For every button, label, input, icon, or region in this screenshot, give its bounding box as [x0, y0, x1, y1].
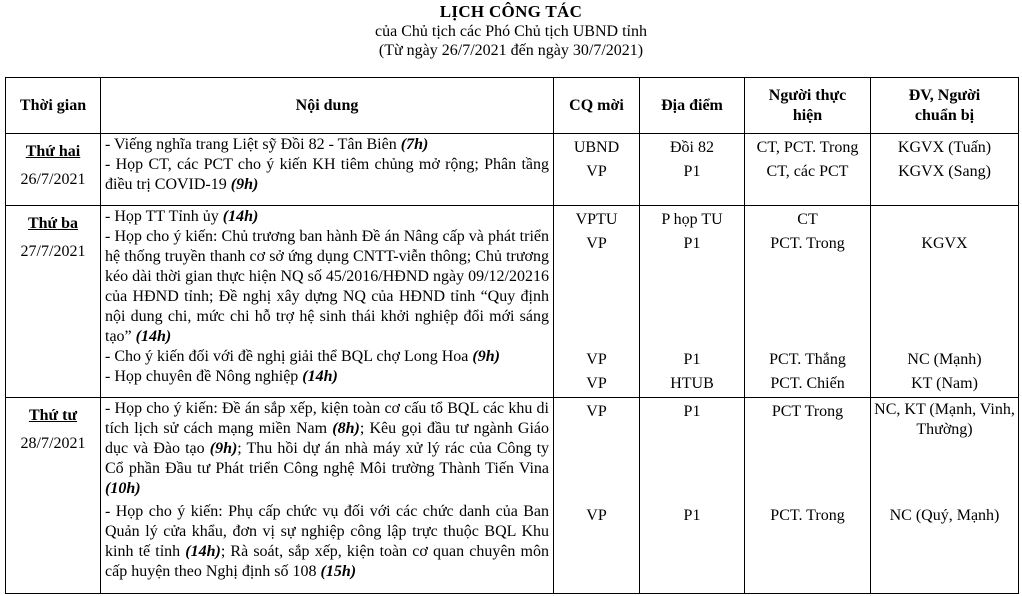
col-header-performer-line2: hiện: [792, 106, 823, 124]
prep-cell: [871, 134, 1019, 206]
agenda-text: - Họp TT Tỉnh ủy: [105, 208, 223, 225]
content-cell: [101, 206, 554, 398]
schedule-table: [5, 77, 1019, 594]
day-date: 28/7/2021: [20, 435, 86, 452]
agenda-item: [105, 399, 549, 499]
agenda-text: - Họp cho ý kiến: Chủ trương ban hành Đề án Nâng cấp và phát triển hệ thống truyền thanh cơ sở ứng dụng CNTT-viễn thông; Chủ trương kéo dài thời gian thực hiện NQ số 45/2016/HĐND ngày 09/12/20216 của HĐND tỉnh; Đề nghị xây dựng NQ của HĐND tỉnh “Quy định nội dung chi, mức chi hỗ trợ hệ sinh thái khởi nghiệp đổi mới sáng tạo”: [105, 228, 549, 345]
prep-value: KGVX: [921, 235, 968, 252]
performer-value: PCT. Thắng: [769, 351, 846, 368]
place-value: P1: [683, 351, 701, 368]
table-row: [6, 398, 1019, 594]
spacer: [871, 460, 1018, 504]
prep-value: KT (Nam): [911, 375, 978, 392]
spacer: [745, 424, 870, 504]
col-header-time: Thời gian: [6, 78, 101, 134]
document-title: LỊCH CÔNG TÁC: [439, 2, 583, 21]
performer-value: PCT Trong: [771, 403, 844, 420]
col-header-prep-line1: ĐV, Người: [908, 86, 981, 104]
place-value: HTUB: [670, 375, 714, 392]
spacer: [640, 256, 744, 348]
performer-value: PCT. Chiến: [770, 375, 845, 392]
col-header-prep-line2: chuẩn bị: [914, 106, 975, 124]
document-header: [0, 2, 1022, 60]
agenda-item: [105, 135, 549, 155]
agenda-time: (10h): [105, 480, 141, 497]
place-value: P1: [683, 163, 701, 180]
agenda-text: ; Kêu gọi đầu tư ngành Giáo dục và Đào tạo: [105, 420, 549, 457]
agenda-item: [105, 367, 549, 387]
col-header-content: Nội dung: [101, 78, 554, 134]
place-value: P1: [683, 403, 701, 420]
day-cell: [6, 134, 101, 206]
agenda-time: (9h): [472, 348, 500, 365]
table-row: [6, 206, 1019, 398]
agenda-time: (8h): [332, 420, 360, 437]
agency-cell: [554, 398, 640, 594]
agency-cell: [554, 134, 640, 206]
place-value: P họp TU: [661, 211, 723, 228]
agenda-item: [105, 155, 549, 195]
document-subtitle: của Chủ tịch các Phó Chủ tịch UBND tỉnh: [375, 23, 647, 40]
spacer: [640, 424, 744, 504]
content-cell: [101, 134, 554, 206]
col-header-agency: CQ mời: [554, 78, 640, 134]
col-header-prep: [871, 78, 1019, 134]
prep-cell: [871, 206, 1019, 398]
place-cell: [640, 134, 745, 206]
day-date: 26/7/2021: [20, 171, 86, 188]
prep-value: [871, 208, 1018, 232]
agenda-time: (9h): [230, 176, 259, 193]
agenda-time: (7h): [400, 136, 429, 153]
agency-value: VP: [586, 507, 607, 524]
agency-cell: [554, 206, 640, 398]
prep-value: KGVX (Tuấn): [897, 139, 992, 156]
spacer: [745, 256, 870, 348]
prep-cell: [871, 398, 1019, 594]
content-cell: [101, 398, 554, 594]
performer-value: PCT. Trong: [770, 507, 845, 524]
agenda-text: - Họp cho ý kiến: Đề án sắp xếp, kiện toàn cơ cấu tổ BQL các khu di tích lịch sử cách mạng miền Nam: [105, 400, 549, 437]
performer-cell: [745, 134, 871, 206]
agency-value: VPTU: [575, 211, 618, 228]
performer-cell: [745, 398, 871, 594]
agenda-item: [105, 227, 549, 347]
spacer: [554, 424, 639, 504]
agenda-time: (14h): [185, 543, 221, 560]
col-header-place: Địa điểm: [640, 78, 745, 134]
day-date: 27/7/2021: [20, 243, 86, 260]
prep-value: KGVX (Sang): [898, 163, 991, 180]
col-header-performer-line1: Người thực: [768, 86, 847, 104]
day-cell: [6, 206, 101, 398]
agenda-time: (14h): [222, 208, 259, 225]
col-header-performer: [745, 78, 871, 134]
agenda-text: - Họp CT, các PCT cho ý kiến KH tiêm chủng mở rộng; Phân tầng điều trị COVID-19: [105, 156, 549, 193]
place-cell: [640, 206, 745, 398]
performer-value: CT, các PCT: [766, 163, 849, 180]
performer-value: PCT. Trong: [770, 235, 845, 252]
agency-value: VP: [586, 235, 607, 252]
spacer: [554, 256, 639, 348]
agenda-item: [105, 347, 549, 367]
agenda-text: - Họp chuyên đề Nông nghiệp: [105, 368, 303, 385]
agency-value: VP: [586, 351, 607, 368]
prep-value: NC (Quý, Mạnh): [889, 507, 1000, 524]
prep-value: NC, KT (Mạnh, Vinh, Thường): [874, 401, 1015, 438]
place-value: P1: [683, 507, 701, 524]
day-cell: [6, 398, 101, 594]
performer-value: CT: [797, 211, 818, 228]
agency-value: VP: [586, 163, 607, 180]
agency-value: VP: [586, 375, 607, 392]
agency-value: VP: [586, 403, 607, 420]
document-date-range: (Từ ngày 26/7/2021 đến ngày 30/7/2021): [378, 42, 644, 59]
performer-cell: [745, 206, 871, 398]
place-cell: [640, 398, 745, 594]
agenda-time: (14h): [135, 328, 172, 345]
agenda-item: [105, 207, 549, 227]
agenda-item: [105, 502, 549, 582]
agenda-text: ; Rà soát, sắp xếp, kiện toàn cơ quan chuyên môn cấp huyện theo Nghị định số 108: [105, 543, 549, 580]
agenda-time: (14h): [302, 368, 338, 385]
agenda-time: (15h): [320, 563, 357, 580]
prep-value: NC (Mạnh): [907, 351, 982, 368]
agenda-text: - Viếng nghĩa trang Liệt sỹ Đồi 82 - Tân Biên: [105, 136, 401, 153]
table-row: [6, 134, 1019, 206]
agenda-time: (9h): [209, 440, 238, 457]
spacer: [871, 256, 1018, 348]
agenda-text: - Họp cho ý kiến: Phụ cấp chức vụ đối với các chức danh của Ban Quản lý cửa khẩu, đơn vị sự nghiệp công lập trực thuộc BQL Khu kinh tế tỉnh: [105, 503, 549, 560]
place-value: P1: [683, 235, 701, 252]
performer-value: CT, PCT. Trong: [756, 139, 859, 156]
day-name: Thứ tư: [28, 407, 78, 424]
day-name: Thứ ba: [27, 215, 79, 232]
place-value: Đồi 82: [670, 139, 714, 156]
table-header-row: [6, 78, 1019, 134]
agenda-text: - Cho ý kiến đối với đề nghị giải thể BQL chợ Long Hoa: [105, 348, 473, 365]
agency-value: UBND: [573, 139, 620, 156]
agenda-text: ; Thu hồi dự án nhà máy xử lý rác của Công ty Cổ phần Đầu tư Phát triển Công nghệ Môi trường Thành Tiến Vina: [105, 440, 550, 477]
day-name: Thứ hai: [25, 143, 81, 160]
